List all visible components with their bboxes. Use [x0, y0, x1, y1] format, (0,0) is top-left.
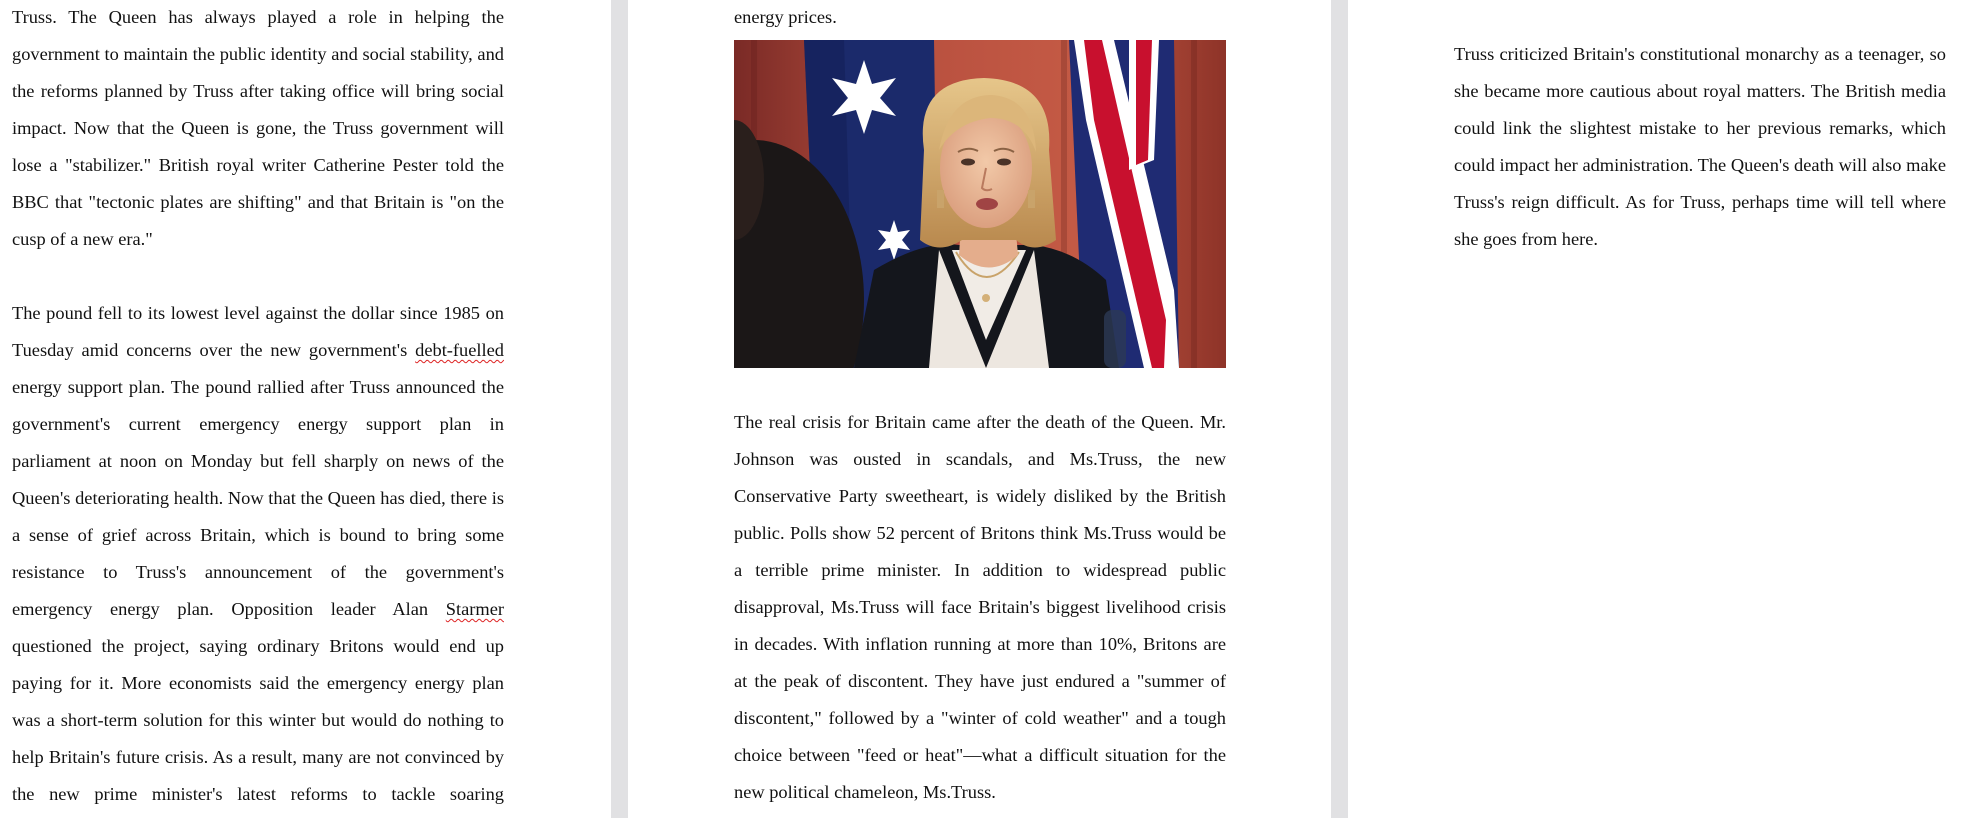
- spelling-flag-debt-fuelled[interactable]: debt-fuelled: [415, 340, 504, 360]
- paragraph-energy-prices[interactable]: energy prices.: [734, 7, 837, 27]
- text-column-left: [12, 0, 504, 813]
- paragraph-monarchy-criticism[interactable]: Truss criticized Britain's constitutional monarchy as a teenager, so she became more cautious about royal matters. The British media could link the slightest mistake to her previous remarks, which could impact her administration. The Queen's death will also make Truss's reign difficult. As for Truss, perhaps time will tell where she goes from here.: [1454, 44, 1946, 249]
- paragraph-queen-stabilizer[interactable]: Truss. The Queen has always played a role in helping the government to maintain the public identity and social stability, and the reforms planned by Truss after taking office will bring social impact. Now that the Queen is gone, the Truss government will lose a "stabilizer." British royal writer Catherine Pester told the BBC that "tectonic plates are shifting" and that Britain is "on the cusp of a new era.": [12, 7, 504, 249]
- document-page-middle: [628, 0, 1331, 818]
- document-page-right: [1348, 0, 1971, 818]
- paragraph-text: questioned the project, saying ordinary Britons would end up paying for it. More economists said the emergency energy plan was a short-term solution for this winter but would do nothing to help Britain's future crisis. As a result, many are not convinced by the new prime minister's latest reforms to tackle soaring: [12, 636, 504, 804]
- paragraph-real-crisis[interactable]: The real crisis for Britain came after the death of the Queen. Mr. Johnson was ousted in scandals, and Ms.Truss, the new Conservative Party sweetheart, is widely disliked by the British public. Polls show 52 percent of Britons think Ms.Truss would be a terrible prime minister. In addition to widespread public disapproval, Ms.Truss will face Britain's biggest livelihood crisis in decades. With inflation running at more than 10%, Britons are at the peak of discontent. They have just endured a "summer of discontent," followed by a "winter of cold weather" and a tough choice between "feed or heat"—what a difficult situation for the new political chameleon, Ms.Truss.: [734, 412, 1226, 802]
- spelling-flag-starmer[interactable]: Starmer: [445, 599, 504, 619]
- photo-graphic: [734, 40, 1226, 368]
- paragraph-text: energy support plan. The pound rallied after Truss announced the government's current emergency energy support plan in parliament at noon on Monday but fell sharply on news of the Queen's deteriorating health. Now that the Queen has died, there is a sense of grief across Britain, which is bound to bring some resistance to Truss's announcement of the government's emergency energy plan. Opposition leader Alan: [12, 377, 504, 619]
- text-column-right: [1454, 36, 1946, 258]
- document-page-left: [0, 0, 611, 818]
- paragraph-gap: [12, 258, 504, 295]
- paragraph-text: The pound fell to its lowest level against the dollar since 1985 on Tuesday amid concerns over the new government's: [12, 303, 504, 360]
- inline-photo[interactable]: [734, 40, 1226, 368]
- paragraph-pound-fell[interactable]: [12, 295, 504, 813]
- text-column-middle: [734, 0, 1226, 811]
